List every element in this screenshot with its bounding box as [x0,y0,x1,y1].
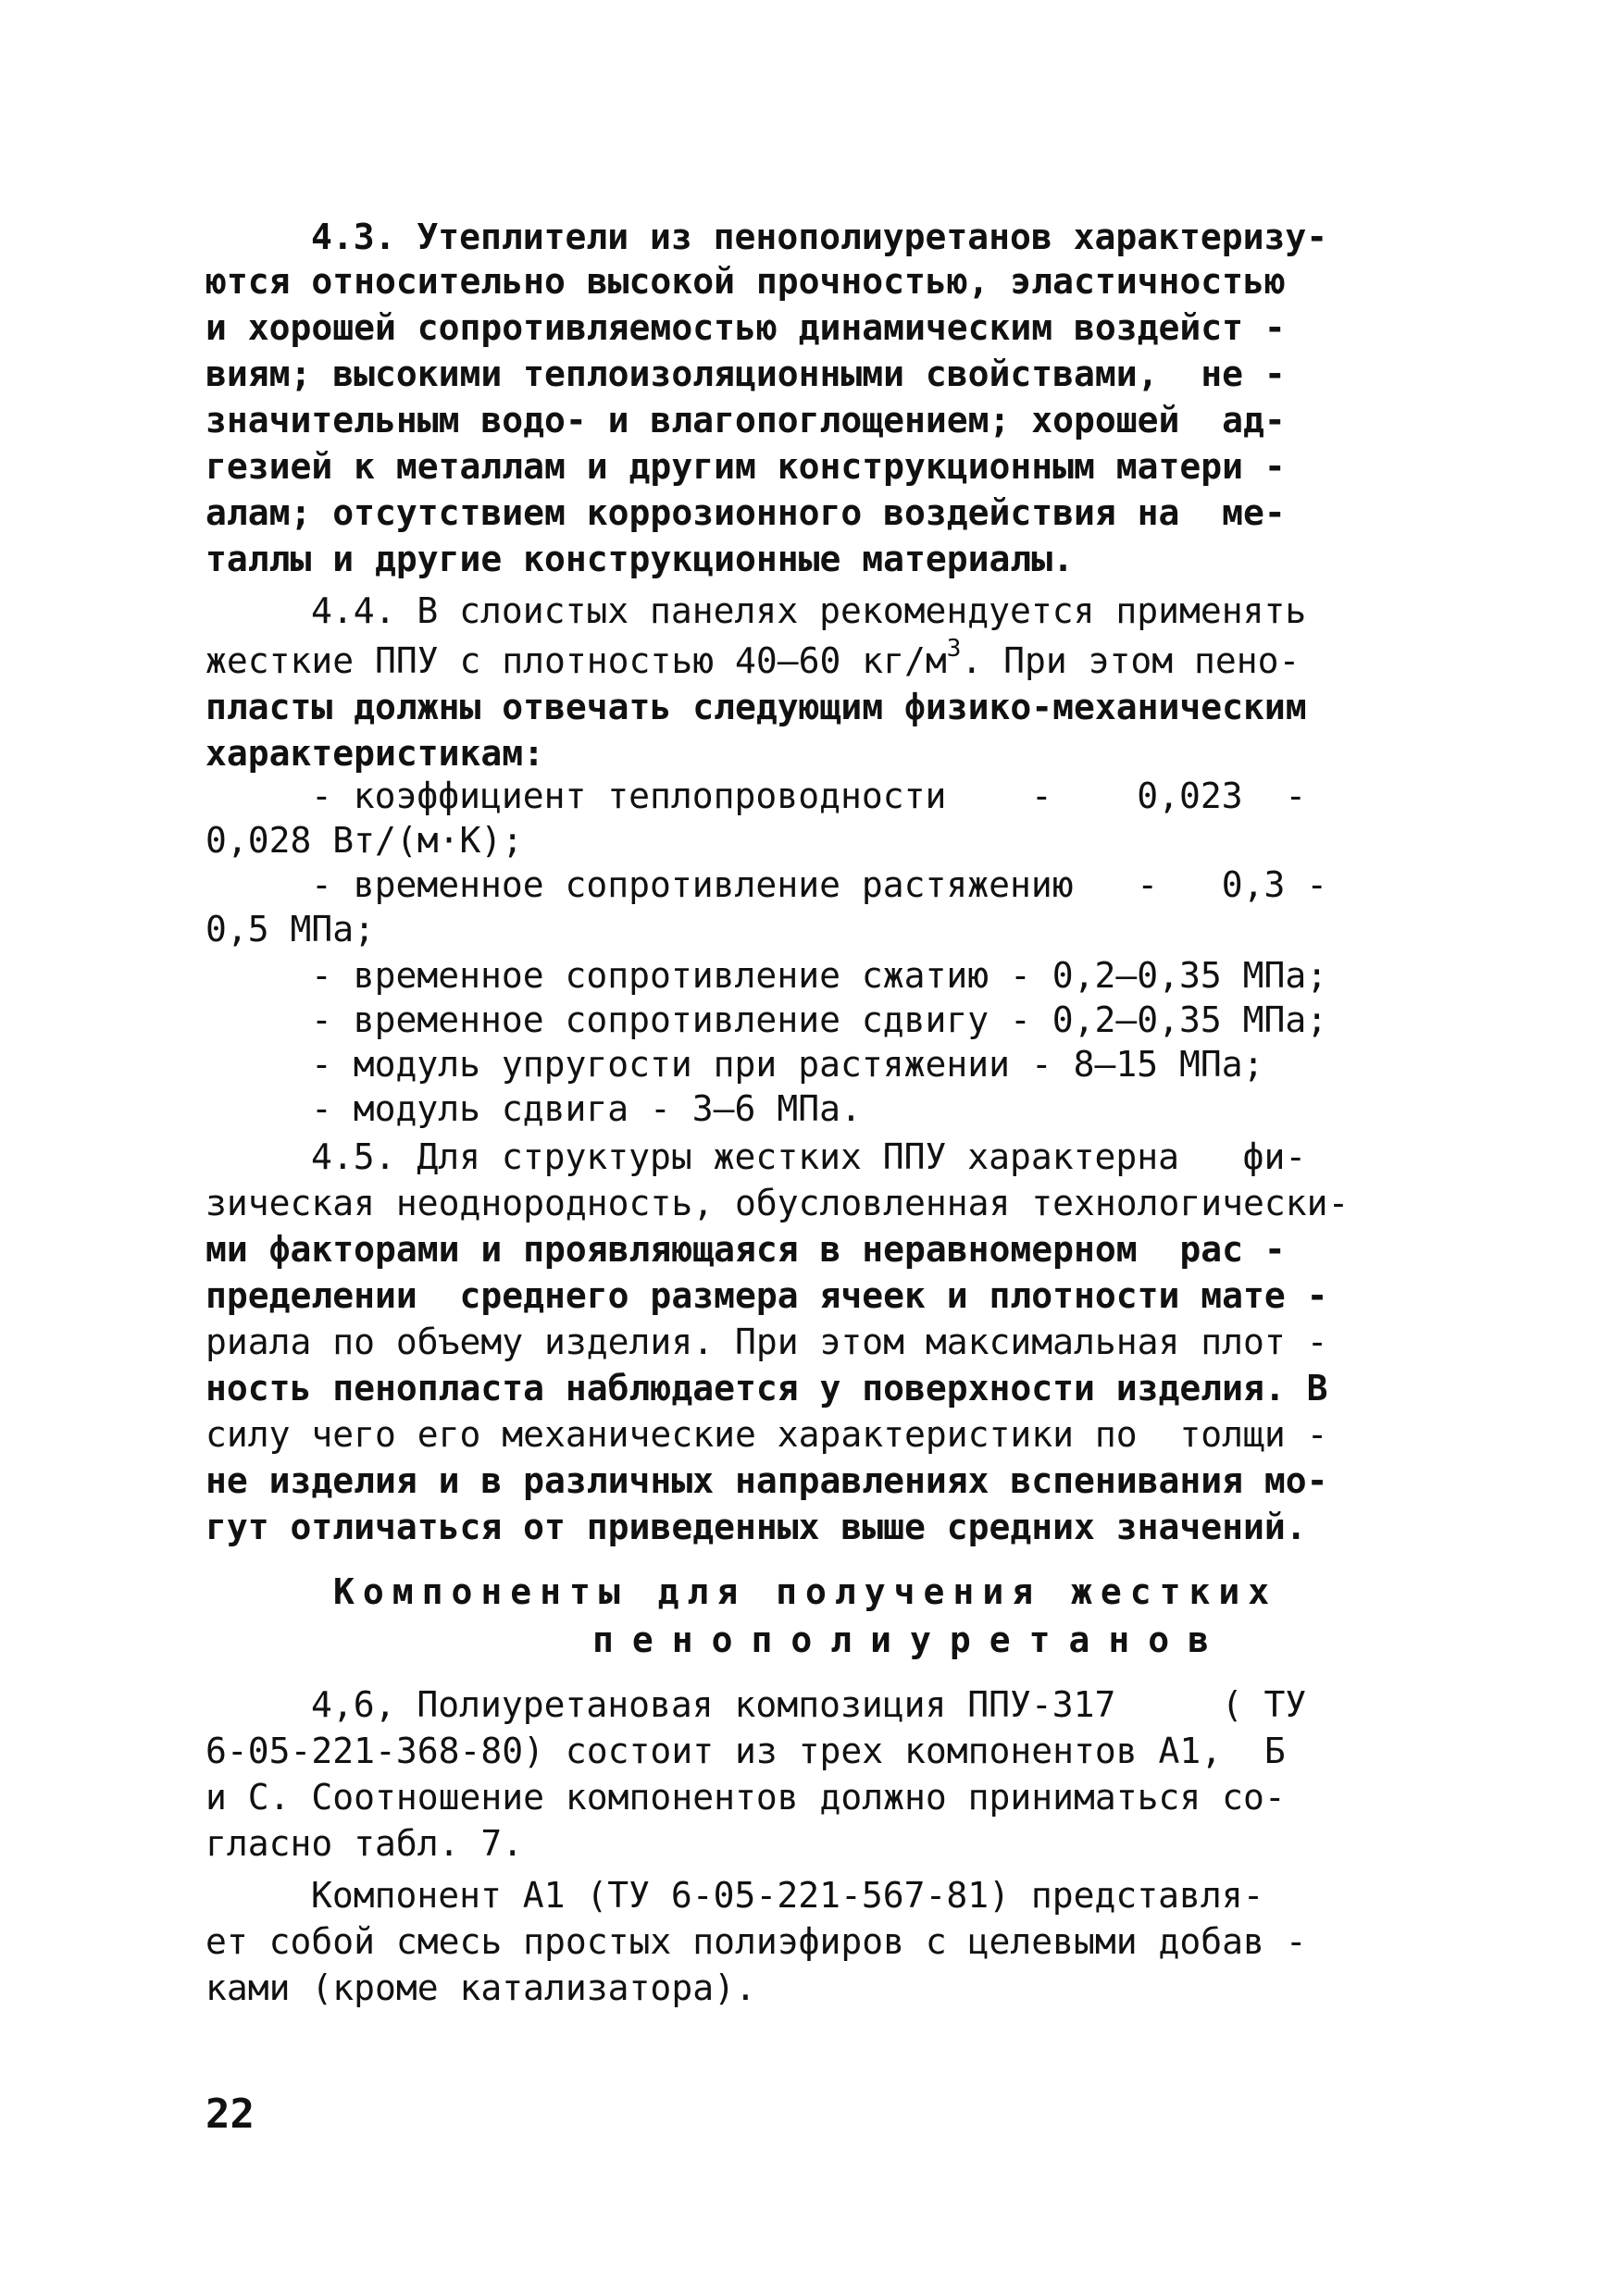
para-4-4-line-2-before: жесткие ППУ с плотностью 40–60 кг/м [205,640,947,681]
para-4-5-line-7: силу чего его механические характеристики по толщи - [205,1414,1328,1455]
para-4-5-line-4: пределении среднего размера ячеек и плотности мате - [205,1275,1328,1316]
list-item-shear-modulus: - модуль сдвига - 3–6 МПа. [311,1088,862,1129]
para-4-4-line-2 [205,635,1301,683]
list-item-shear-strength: - временное сопротивление сдвигу - 0,2–0,35 МПа; [311,999,1328,1040]
para-4-6-line-2: 6-05-221-368-80) состоит из трех компонентов А1, Б [205,1731,1286,1771]
para-4-5-line-5: риала по объему изделия. При этом максимальная плот - [205,1322,1328,1362]
list-item-thermal-conductivity: - коэффициент теплопроводности - 0,023 - [311,776,1307,816]
component-a1-line-1: Компонент А1 (ТУ 6-05-221-567-81) представля- [311,1875,1264,1916]
list-item-tensile-modulus: - модуль упругости при растяжении - 8–15 МПа; [311,1044,1264,1085]
para-4-6-line-4: гласно табл. 7. [205,1823,524,1864]
list-item-thermal-conductivity-cont: 0,028 Вт/(м·К); [205,820,524,861]
para-4-5-line-8: не изделия и в различных направлениях вспенивания мо- [205,1460,1328,1501]
section-heading-line-2: пенополиуретанов [592,1620,1228,1660]
para-4-3-line-2: ются относительно высокой прочностью, эластичностью [205,261,1286,302]
component-a1-line-2: ет собой смесь простых полиэфиров с целевыми добав - [205,1921,1307,1962]
list-item-tensile-strength-cont: 0,5 МПа; [205,909,376,949]
para-4-3-line-3: и хорошей сопротивляемостью динамическим воздейст - [205,307,1286,348]
para-4-4-line-4: характеристикам: [205,733,545,774]
superscript-three: 3 [946,635,962,663]
para-4-4-line-3: пласты должны отвечать следующим физико-механическим [205,687,1307,727]
para-4-3-line-1: 4.3. Утеплители из пенополиуретанов характеризу- [311,217,1328,257]
para-4-3-line-7: алам; отсутствием коррозионного воздействия на ме- [205,492,1286,533]
page-number: 22 [205,2091,255,2138]
para-4-6-line-3: и С. Соотношение компонентов должно приниматься со- [205,1777,1286,1818]
para-4-4-line-2-after: . При этом пено- [961,640,1301,681]
para-4-5-line-3: ми факторами и проявляющаяся в неравномерном рас - [205,1229,1286,1270]
component-a1-line-3: ками (кроме катализатора). [205,1967,756,2008]
para-4-5-line-9: гут отличаться от приведенных выше средних значений. [205,1507,1307,1547]
para-4-3-line-5: значительным водо- и влагопоглощением; хорошей ад- [205,400,1286,441]
para-4-5-line-2: зическая неоднородность, обусловленная технологически- [205,1183,1350,1223]
para-4-3-line-6: гезией к металлам и другим конструкционным матери - [205,446,1286,487]
section-heading-line-1: Компоненты для получения жестких [333,1571,1278,1612]
list-item-compressive-strength: - временное сопротивление сжатию - 0,2–0,35 МПа; [311,955,1328,996]
para-4-5-line-6: ность пенопласта наблюдается у поверхности изделия. В [205,1368,1328,1409]
para-4-6-line-1: 4,6, Полиуретановая композиция ППУ-317 ( ТУ [311,1684,1307,1725]
para-4-4-line-1: 4.4. В слоистых панелях рекомендуется применять [311,590,1307,631]
para-4-5-line-1: 4.5. Для структуры жестких ППУ характерна фи- [311,1136,1307,1177]
para-4-3-line-8: таллы и другие конструкционные материалы. [205,539,1074,579]
list-item-tensile-strength: - временное сопротивление растяжению - 0,3 - [311,864,1328,905]
para-4-3-line-4: виям; высокими теплоизоляционными свойствами, не - [205,354,1286,394]
